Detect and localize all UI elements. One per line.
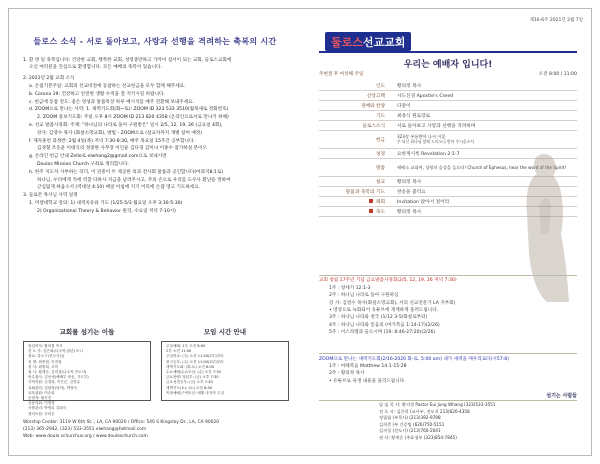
announcement-line: 2. 2021년 2월 교회 소식 — [23, 76, 75, 82]
announcements-title: 들로스 소식 - 서로 돌아보고, 사랑과 선행을 격려하는 축복의 시간 — [33, 36, 277, 46]
contact-footer — [23, 419, 289, 440]
zoom-prayer-schedule — [319, 363, 577, 385]
officer-line: 공동의회: 이영경 — [28, 401, 55, 406]
officer-line: 교회관리: 김광성(남자), 박정숙 — [28, 385, 78, 390]
serving-line: 전 도 사: 김은희 (교사부, 전도지 213)820-4358 — [379, 408, 470, 414]
order-content-text: 최종식 원로장로 — [397, 113, 431, 119]
week-row — [319, 71, 577, 77]
meeting-line: 새벽기도(토): (토) 오전 6:30 — [166, 385, 213, 390]
order-item-label — [319, 103, 393, 109]
edition-date: 제16-6주 2021년 2월 7일 — [529, 18, 583, 23]
welcome-heading: 우리는 예배자 입니다! — [403, 60, 493, 70]
officer-line: 사찰관리: 박영록 김희숙 — [28, 406, 67, 411]
announcements-panel — [9, 9, 299, 455]
order-item-label — [319, 199, 393, 205]
order-row — [319, 101, 577, 111]
bulletin-sheet — [8, 8, 592, 456]
order-item-text: 신앙고백 — [366, 93, 385, 99]
order-content-text: 요한계시록 Revelation 2:1-7 — [397, 151, 460, 157]
officer-line: 엘리트팀: 송미순 — [28, 411, 55, 416]
order-content-text: Invitation 앉아서 걸어라 — [397, 199, 450, 205]
order-item-label — [319, 189, 393, 195]
service-time: 오전 8:00 / 11:00 — [538, 72, 577, 77]
church-logo — [325, 31, 411, 51]
order-content-text: 사도신경 Apostle's Creed — [397, 93, 454, 99]
announcement-line: 강사: 김영수 목사 (화살소망교회), 방법 - ZOOM으로 (설교자까지 개별 참여 예정) — [37, 130, 203, 136]
revival-line: 강 사: 김영수 목사(화살소망교회), 서의 선교전문가 LA 지부회) — [329, 300, 456, 306]
order-item-content — [393, 113, 577, 119]
order-row — [319, 111, 577, 121]
order-content-text: 황의정 목사 — [397, 179, 422, 185]
serving-line: 김희준 (부 간증팀 (626)750-5151 — [379, 421, 445, 427]
order-item-text: 경배와 찬양 — [360, 103, 385, 109]
standing-marker-icon — [369, 199, 373, 203]
announcement-line: g. 온라인 헌금 안내 Zelle로 elwhang2@gmail.com으로 보내시면 — [29, 154, 167, 160]
order-content-text: 다같이 — [397, 103, 411, 109]
order-item-text: 말씀과 축복의 기도 — [345, 189, 385, 195]
officer-line: 교육위원: 이순희 — [28, 390, 55, 395]
meeting-line: 2부 오전 11:00 — [166, 349, 192, 354]
officer-line: 전 도 사: 김은희(나주역,청년) 모니 — [28, 349, 83, 354]
order-item-text: 폐회 — [375, 199, 385, 205]
order-row — [319, 91, 577, 101]
meeting-line: 수요예배/수요모임: (수) 오후 7:30 — [166, 370, 221, 375]
info-boxes — [23, 327, 289, 416]
officer-line: 성 명: 최종원, 이전형 — [28, 359, 62, 364]
order-content-text: 찬송을 불러요 — [397, 189, 426, 195]
meeting-line: 새벽기도회: (화-토) 오전 6:00 — [166, 364, 215, 369]
announcement-line: a. 온집기본주일: 교회의 선교비전에 동참하는 선교헌금을 모두 합께 해주세요. — [29, 83, 186, 89]
announcement-line: 3. 들로쓴 목사님 사역 일정 — [23, 193, 78, 199]
officer-line: 장로: 강오구(전도사님) — [28, 354, 65, 359]
announcement-line: 하나님, 우리에게 직에 역할 다하사 지금을 날려주시고, 주의 손으로 우리를 도우사 환난을 면하여 — [37, 177, 231, 183]
announcement-line: e. 선교 말씀사경회: 주제: "하나님의 나라로 돌아 구원받은" 일시 2/5, 12, 19, 26 (금요일 4회), — [29, 122, 223, 128]
zoom-prayer-heading: ZOOM으로 만나는 새벽기도회(2/16-2020 화-토, 5:00 am) 내가 새벽을 깨우리로다(시57:8) — [319, 353, 577, 362]
revival-meeting-schedule — [319, 285, 577, 336]
order-item-label — [319, 113, 393, 119]
order-item-content — [393, 103, 577, 109]
footer-phone: (213) 365-2942, (323) 533-3551 elwhang@hotmail.com — [23, 427, 147, 433]
officers-body — [23, 341, 151, 416]
order-item-label — [319, 93, 393, 99]
revival-line: • 영상으로 녹화되어 유튜브에 게재하게 올려드립니다. — [329, 308, 439, 314]
announcement-line: b. Corona 19: 건강하고 안전한 생활 수칙을 잘 지키시길 바랍니다. — [29, 91, 165, 97]
order-content-text: 황의정 목사 — [397, 83, 422, 89]
officer-line: 사역지원: 김경희, 이은군, 김현수 — [28, 380, 81, 385]
order-item-text: 들로스소식 — [362, 123, 385, 129]
order-item-content — [393, 83, 577, 89]
order-item-text: 말씀 — [375, 165, 385, 171]
standing-marker-icon — [369, 209, 373, 213]
revival-line: 1주 : 창세기 12:1-3 — [329, 286, 371, 291]
order-item-text: 성경 — [375, 151, 385, 157]
order-item-text: 설교 — [375, 179, 385, 185]
week-label: 주현절 후 여섯째 주일 — [319, 72, 364, 77]
announcement-line: f. 제자훈련 과정반: 2월 4일(목) 저녁 7:30-8:30, 매주 목요일 15주간 공부합니다. — [29, 138, 195, 144]
footer-web: Web: www.doulo schurchus.org / www.douloschurch.com — [23, 434, 148, 440]
announcement-line: c. 헌금에 동참 전도: 좋은 영성과 말씀묵상 하루 예시지를 매주 전환해 보내주세요. — [29, 99, 195, 105]
meeting-line: 중고등부: (주) 오전 11:00(2부)부터 — [166, 359, 224, 364]
order-item-label — [319, 165, 393, 171]
serving-line: 김지성 (전도사) (213)760-2041 — [379, 428, 441, 433]
order-content-text: 서로 돌아보고 사랑과 선행을 격려하며 — [397, 123, 476, 129]
serving-list — [319, 402, 577, 441]
meetings-box — [161, 327, 289, 401]
announcement-line: 근심없게 하옵소서 (역대상 4:10) 매일 아침에 지기 어리에 손잡 영고 기도하세요. — [37, 185, 201, 191]
announcement-line: 김경철 조동윤 이대식의 정중한 사무장 이인윤 김다경 김미나 이종수 참가하실 분이오 — [37, 146, 207, 152]
announcement-line: 오신 여러분을 진심으로 환영합니다. 모든 예배의 축복이 있습니다. — [29, 65, 162, 71]
order-item-label — [319, 83, 393, 89]
order-content-text: 323장 부름받아 나서 이몸 — [397, 134, 446, 140]
order-content-text: 황의정 목사 — [397, 209, 422, 215]
revival-line: 3주 : 하나님 나라와 천국 (1/12 3-5/화살로부터) — [329, 315, 428, 321]
order-content-extra: 주 되신 하나님 앞에 드리오니 받아 주시옵소서 — [397, 138, 474, 144]
officer-line: 집 사: 최명희, 조미 — [28, 364, 59, 369]
officer-line: 안수집사: 김신애(예배부 헌신, 기도부) — [28, 375, 89, 380]
announcement-line: 1. 미셀대학교 강의: 1) 내적치유와 기도 (1/25-5/3 월요일 오후 3:30-5:30) — [29, 200, 183, 206]
officer-line: 권 사: 황계순, 김미경(나주역 전도사) — [28, 370, 87, 375]
order-item-text: 인도 — [375, 83, 385, 89]
serving-line: 정필립 (부목사) (213)392-9798 — [379, 415, 441, 420]
revival-meeting-heading: 교회 창립 17주년 기념 금요말씀사경회(2/5, 12, 19, 26 저녁 7:30) — [319, 275, 577, 283]
order-item-label — [319, 179, 393, 185]
logo-text: 둘로스선교교회 — [325, 32, 411, 51]
order-row — [319, 81, 577, 91]
order-item-content — [393, 123, 577, 129]
announcement-line: d. ZOOM으로 만나는 사역: 1. 새벽기도회(화~토): ZOOM ID 323 533 3510(월목새로 전화번호) — [29, 107, 229, 113]
serving-line: 담 임 목 사: 황의정 Pastor Eui Jung Whang (323)533-3551 — [379, 402, 496, 407]
officer-line: 순장자: 황은진 — [28, 396, 52, 401]
order-item-text: 기도 — [375, 113, 385, 119]
meetings-body — [161, 341, 289, 401]
revival-line: 4주 : 하나님 나라와 믿음의 (마가복음 1:14-17)(2/26) — [329, 322, 440, 328]
zoom-prayer-line: 1주 : 마태복음 Matthew 14:1-15:28 — [329, 364, 407, 369]
meeting-line: 주일예배: 1부 오전 8:00 — [166, 344, 206, 349]
meeting-line: 목장예배/구역모임: 매월 마지막 주일 — [166, 390, 224, 395]
meeting-line: 주일학교: (주) 오전 11:00(2부)부터 — [166, 354, 224, 359]
zoom-prayer-line: 2주 : 황의정 목사 — [329, 371, 365, 377]
serving-title: 섬기는 사람들 — [319, 392, 577, 401]
meeting-line: 금요찬양/ 청년부: (금) 오후 7:30 — [166, 375, 219, 380]
serving-line: 권 사: 황계순 (주효청부 (323)854-7845) — [379, 434, 457, 440]
officers-title: 교회를 섬기는 이들 — [59, 328, 115, 336]
order-item-label — [319, 209, 393, 215]
order-item-label — [319, 151, 393, 157]
order-content-text: 에베소 교회여, 성령의 음성을 들으라! Church of Ephesus, hear the word of the Spirit! — [397, 164, 567, 170]
revival-line: 5주 : 이스라엘과 들으시며 (19: 8:46-27:20)(2/26) — [329, 330, 436, 336]
officer-line: 담임목사: 황의정 목사 — [28, 344, 63, 349]
announcement-line: 2. ZOOM 중보기도회: 주일 오후 8시 ZOOM ID 213 820 4358 (온라인으로서로 만나기 위해) — [37, 115, 229, 121]
announcement-line: 2) Organizational Theory & Behavior 원격, 수요일 저녁 7-10시) — [37, 208, 176, 214]
logo-divider — [319, 51, 577, 53]
order-item-label — [319, 123, 393, 129]
meeting-line: 금요성경공부: (금) 오후 7:30 — [166, 380, 213, 385]
meetings-title: 모임 시간 안내 — [203, 328, 247, 336]
footer-address: Worship Center: 3119 W 6th St.., LA, CA 90020 / Office: 540 S Kingsley Dr., LA, CA 90020 — [23, 420, 220, 425]
announcement-line: h. 한주 지도자 사부하는 리더, 이 연중이 두 제공한 의과 전사회 말씀과 공인합니다(마과지8:1로) — [29, 169, 224, 175]
worship-panel — [299, 9, 593, 455]
zoom-prayer-line: • 유튜브로 욕생 내용을 올리드립니다. — [329, 378, 406, 384]
order-item-content — [393, 93, 577, 99]
revival-line: 2주 : 하나님 나라로 돌아 구원하심 — [329, 293, 399, 299]
order-row — [319, 121, 577, 131]
announcement-line: 1. 환 영 및 축복입니다: 건강한 교회, 행복한 교회, 성령충만하고 가까이 섬서이 되는 교회, 들로스교회에 — [23, 57, 232, 63]
announcement-line: Doulos Mission Church 구좌로 정리합니다. — [37, 161, 129, 167]
announcement-list — [23, 57, 287, 216]
officers-box — [23, 327, 151, 416]
order-item-text: 헌금 — [375, 137, 385, 143]
order-item-text: 축도 — [375, 209, 385, 215]
order-item-label — [319, 137, 393, 143]
